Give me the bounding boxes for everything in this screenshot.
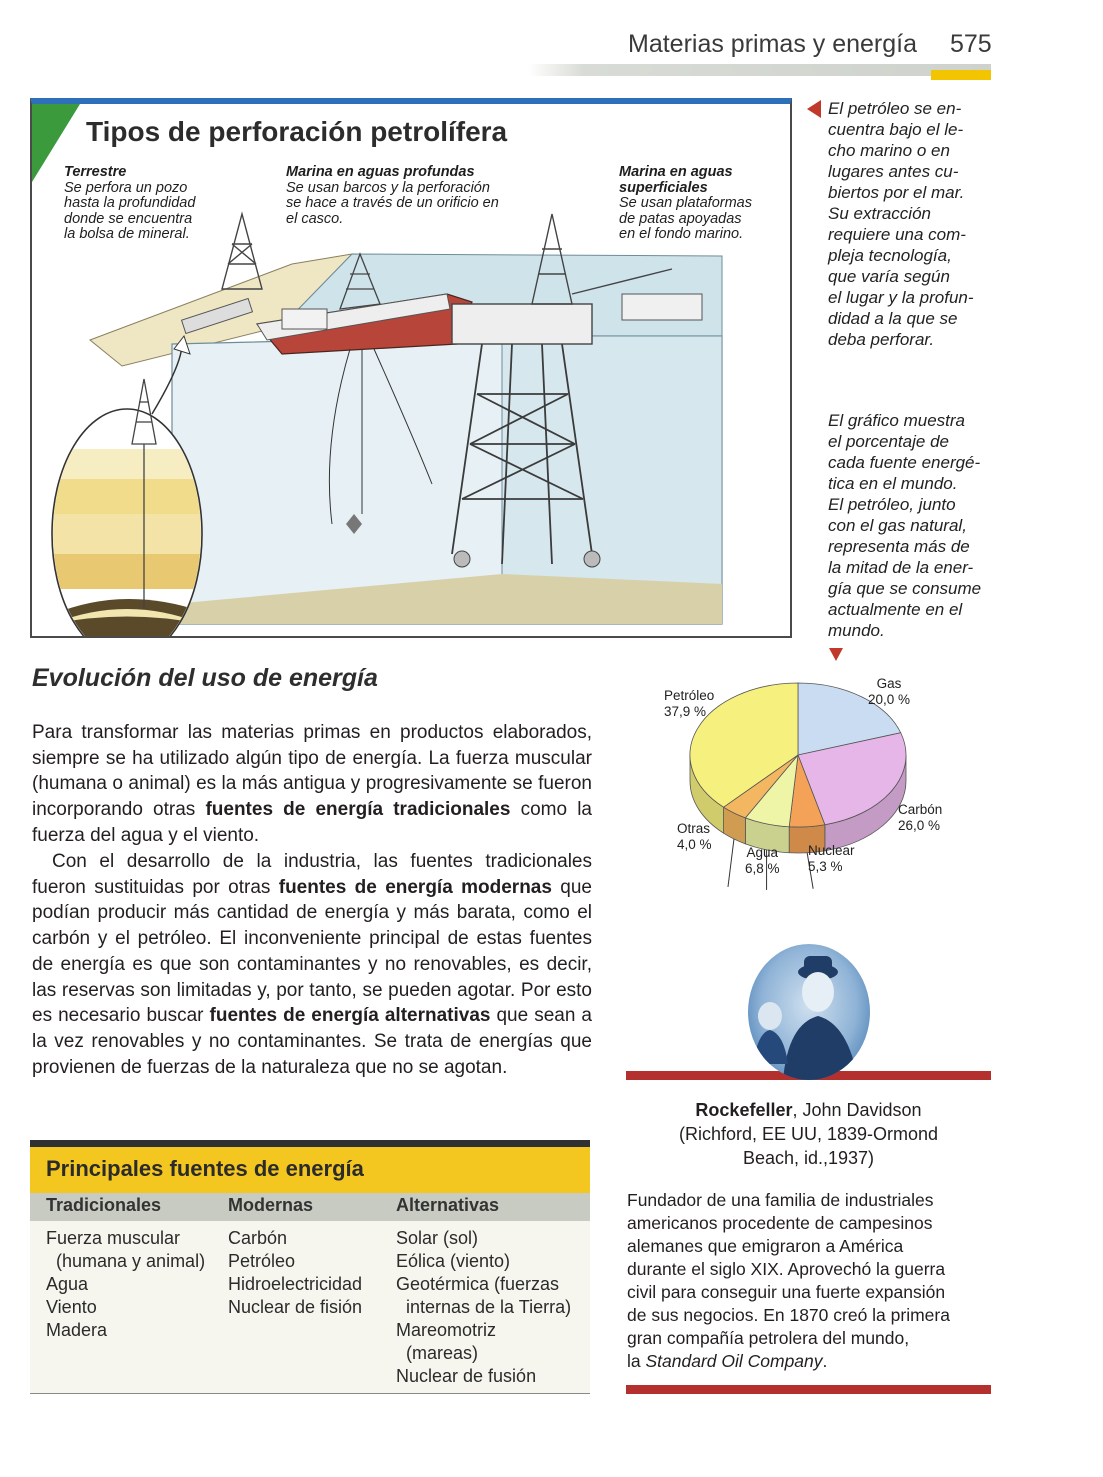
pie-label-name: Gas (876, 676, 902, 691)
caption-superficiales-heading: superficiales (619, 179, 708, 196)
caption-profundas-heading: Marina en aguas profundas (286, 164, 475, 180)
caption-superficiales-heading: Marina en aguas (619, 164, 733, 180)
pie-label-value: 20,0 % (868, 692, 911, 707)
page-number: 575 (950, 30, 992, 58)
note-line: la mitad de la ener- (828, 558, 974, 577)
rockefeller-name (626, 1098, 991, 1170)
note-line: gía que se consume (828, 579, 982, 598)
header-rule (528, 64, 991, 76)
pie-label-value: 5,3 % (808, 859, 843, 874)
table-cell: Geotérmica (fuerzas (396, 1274, 560, 1294)
note-line: biertos por el mar. (828, 183, 965, 202)
table-header-modernas: Modernas (228, 1195, 314, 1215)
table-cell: Hidroelectricidad (228, 1274, 363, 1294)
note-line: el porcentaje de (828, 432, 949, 451)
note-line: el lugar y la profun- (828, 288, 974, 307)
note-line: representa más de (828, 537, 970, 556)
table-cell: (mareas) (406, 1343, 479, 1363)
paragraph-1 (32, 720, 592, 849)
caption-profundas (286, 165, 499, 227)
pie-label-gas (868, 676, 910, 708)
note-line: didad a la que se (828, 309, 958, 328)
table-column-tradicionales (46, 1227, 205, 1342)
rockefeller-given: , John Davidson (792, 1100, 922, 1120)
table-header-tradicionales: Tradicionales (46, 1195, 162, 1215)
note-line: actualmente en el (828, 600, 963, 619)
pie-label-value: 37,9 % (664, 704, 707, 719)
note-line: El gráfico muestra (828, 411, 965, 430)
caption-line: Se usan barcos y la perforación (286, 179, 490, 196)
table-cell: Eólica (viento) (396, 1251, 511, 1271)
bio-text: la (627, 1351, 646, 1371)
section-title: Evolución del uso de energía (32, 664, 378, 692)
table-title: Principales fuentes de energía (46, 1156, 364, 1181)
side-note-petroleo (828, 98, 974, 350)
caption-terrestre-heading: Terrestre (64, 164, 127, 180)
bio-line: gran compañía petrolera del mundo, (627, 1328, 910, 1348)
pie-label-name: Otras (677, 821, 711, 836)
pie-label-otras (677, 821, 712, 853)
side-note-grafico (828, 410, 981, 641)
bio-line: de sus negocios. En 1870 creó la primera (627, 1305, 950, 1325)
table-cell: Petróleo (228, 1251, 296, 1271)
bio-line (627, 1350, 989, 1373)
note-line: El petróleo, junto (828, 495, 956, 514)
pie-leader-otras (728, 839, 734, 887)
running-title: Materias primas y energía (628, 30, 918, 58)
text-run: como la fuerza del agua y el viento. (32, 799, 592, 846)
table-top-rule (30, 1140, 590, 1147)
caption-terrestre (64, 165, 195, 243)
bio-line: americanos procedente de campesinos (627, 1213, 933, 1233)
note-line: cada fuente energé- (828, 453, 981, 472)
bio-line: Fundador de una familia de industriales (627, 1190, 934, 1210)
pie-label-value: 6,8 % (745, 861, 780, 876)
bio-line: alemanes que emigraron a América (627, 1236, 904, 1256)
table-cell: (humana y animal) (56, 1251, 206, 1271)
table-column-modernas (228, 1227, 362, 1319)
caption-line: hasta la profundidad (64, 195, 196, 211)
table-cell: Nuclear de fusión (396, 1366, 537, 1386)
header-accent (931, 70, 991, 80)
note-line: pleja tecnología, (828, 246, 952, 265)
note-line: con el gas natural, (828, 516, 967, 535)
bold-term: fuentes de energía tradicionales (205, 799, 511, 821)
note-line: requiere una com- (828, 225, 966, 244)
pie-label-name: Agua (746, 845, 779, 860)
pie-label-name: Petróleo (664, 688, 715, 703)
red-rule (626, 1385, 991, 1394)
arrow-left-icon (807, 100, 821, 118)
rockefeller-dates-2: Beach, id.,1937) (742, 1148, 875, 1168)
table-header-alternativas: Alternativas (396, 1195, 500, 1215)
caption-line: en el fondo marino. (619, 226, 744, 242)
note-line: Su extracción (828, 204, 931, 223)
note-line: mundo. (828, 621, 885, 640)
bold-term: fuentes de energía alternativas (209, 1005, 491, 1027)
pie-label-petroleo (664, 688, 714, 720)
table-cell: Solar (sol) (396, 1228, 479, 1248)
caption-line: Se usan plataformas (619, 195, 752, 211)
drilling-title: Tipos de perforación petrolífera (86, 116, 508, 147)
table-cell: Viento (46, 1297, 97, 1317)
caption-line: la bolsa de mineral. (64, 226, 190, 242)
note-line: El petróleo se en- (828, 99, 962, 118)
table-cell: Fuerza muscular (46, 1228, 181, 1248)
caption-line: el casco. (286, 210, 344, 227)
table-cell: Carbón (228, 1228, 288, 1248)
note-line: cho marino o en (828, 141, 950, 160)
pie-label-value: 26,0 % (898, 818, 941, 833)
table-cell: Agua (46, 1274, 89, 1294)
text-run: Con el desarrollo de la industria, las fuentes tradicionales fueron sustituidas por otras (32, 851, 592, 898)
caption-line: donde se encuentra (64, 210, 193, 227)
table-cell: Mareomotriz (396, 1320, 497, 1340)
pie-label-name: Carbón (898, 802, 943, 817)
rockefeller-dates: (Richford, EE UU, 1839-Ormond (678, 1124, 939, 1144)
pie-label-nuclear (808, 843, 855, 875)
rockefeller-surname: Rockefeller (695, 1100, 793, 1120)
note-line: que varía según (828, 267, 950, 286)
pie-label-name: Nuclear (808, 843, 855, 858)
caption-line: de patas apoyadas (619, 210, 742, 227)
table-cell: Nuclear de fisión (228, 1297, 363, 1317)
table-column-alternativas (396, 1227, 571, 1388)
note-line: tica en el mundo. (828, 474, 958, 493)
text-run: Para transformar las materias primas en productos elaborados, siempre se ha utilizado algún tipo de energía. La fuerza muscular (humana o animal) es la más antigua y progresivamente se fueron incorporando otras (32, 722, 592, 821)
paragraph-2 (32, 849, 592, 1080)
text-run: que sean a la vez renovables y no contaminantes. Se trata de energías que provienen de fuerzas de la naturaleza que no se agotan. (32, 1005, 592, 1078)
pie-label-carbon (898, 802, 942, 834)
note-line: cuentra bajo el le- (828, 120, 964, 139)
rockefeller-portrait (748, 944, 870, 1080)
rockefeller-bio (627, 1189, 989, 1373)
pie-label-agua (745, 845, 780, 877)
company-name: Standard Oil Company (645, 1351, 823, 1371)
caption-superficiales (619, 165, 752, 243)
caption-line: Se perfora un pozo (64, 179, 188, 196)
bio-line: civil para conseguir una fuerte expansión (627, 1282, 946, 1302)
text-run: que podían producir más cantidad de energía y más barata, como el carbón y el petróleo. El inconveniente principal de estas fuentes de energía es que son contaminantes y no renovables, es decir, las reservas son limitadas y, por tanto, se pueden agotar. Por esto es necesario buscar (32, 876, 592, 1027)
table-cell: internas de la Tierra) (406, 1297, 572, 1317)
table-cell: Madera (46, 1320, 108, 1340)
caption-line: se hace a través de un orificio en (286, 195, 499, 211)
bio-line: durante el siglo XIX. Aprovechó la guerra (627, 1259, 946, 1279)
bold-term: fuentes de energía modernas (278, 876, 552, 898)
note-line: lugares antes cu- (828, 162, 959, 181)
pie-label-value: 4,0 % (677, 837, 712, 852)
note-line: deba perforar. (828, 330, 935, 349)
bio-text: . (822, 1351, 828, 1371)
